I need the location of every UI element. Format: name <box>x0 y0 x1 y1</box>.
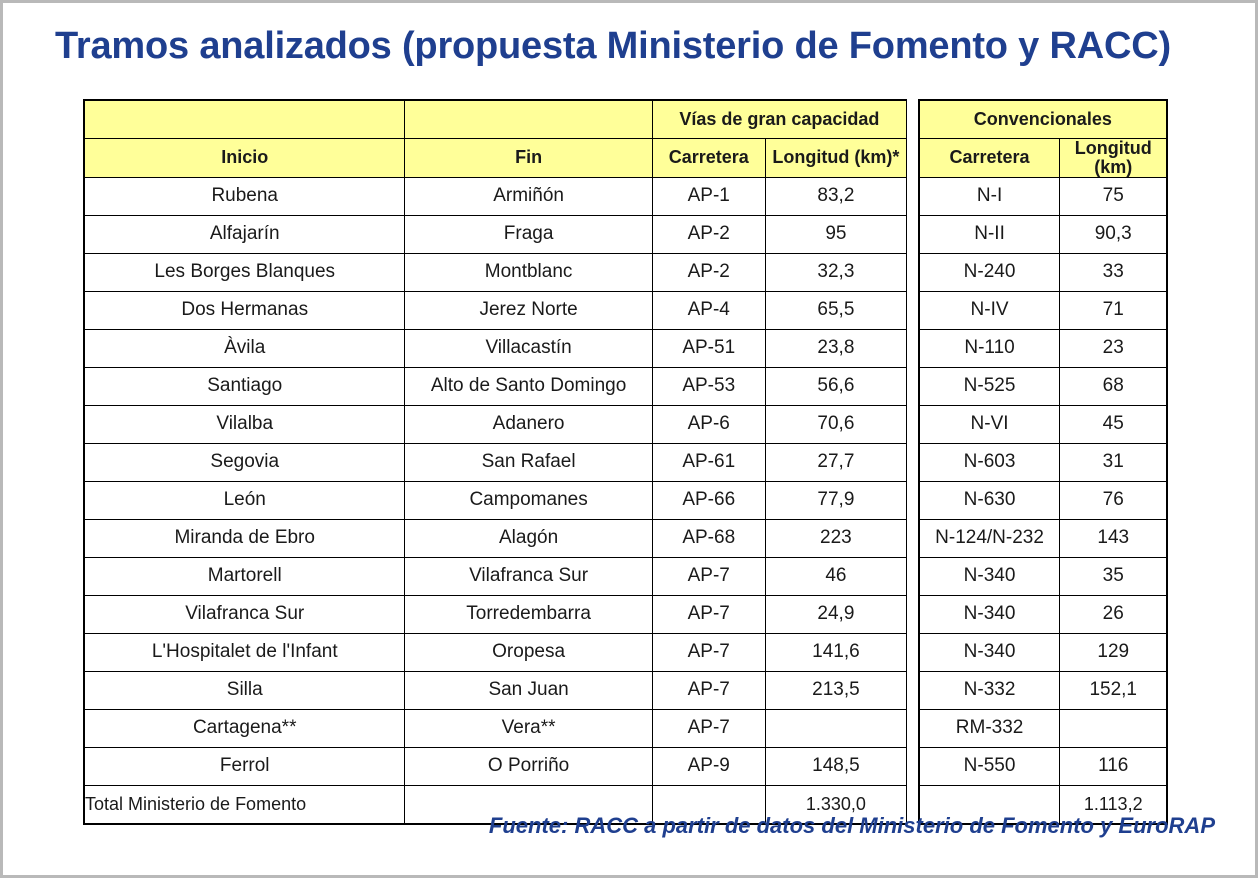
column-gap <box>907 100 919 139</box>
cell-inicio: León <box>84 481 405 519</box>
cell-inicio: Alfajarín <box>84 215 405 253</box>
cell-carretera-convencionales: N-II <box>919 215 1060 253</box>
total-cell-longitud1: 1.330,0 <box>765 785 906 824</box>
cell-carretera-convencionales: N-340 <box>919 595 1060 633</box>
cell-fin: Vilafranca Sur <box>405 557 652 595</box>
cell-fin: Torredembarra <box>405 595 652 633</box>
cell-carretera-convencionales: N-IV <box>919 291 1060 329</box>
cell-fin: Campomanes <box>405 481 652 519</box>
table-row <box>84 557 1167 595</box>
cell-longitud-gran-capacidad: 65,5 <box>765 291 906 329</box>
column-header-fin: Fin <box>405 139 652 178</box>
table-row <box>84 671 1167 709</box>
cell-longitud-gran-capacidad: 95 <box>765 215 906 253</box>
table-row <box>84 177 1167 215</box>
total-cell-longitud2: 1.113,2 <box>1060 785 1167 824</box>
cell-inicio: Àvila <box>84 329 405 367</box>
cell-longitud-convencionales: 68 <box>1060 367 1167 405</box>
cell-carretera-gran-capacidad: AP-9 <box>652 747 765 785</box>
group-header-empty-2 <box>405 100 652 139</box>
cell-carretera-gran-capacidad: AP-4 <box>652 291 765 329</box>
total-label: Total Ministerio de Fomento <box>84 785 405 824</box>
cell-fin: Alagón <box>405 519 652 557</box>
cell-longitud-gran-capacidad: 83,2 <box>765 177 906 215</box>
cell-longitud-convencionales: 31 <box>1060 443 1167 481</box>
table-row <box>84 481 1167 519</box>
column-gap <box>907 215 919 253</box>
table-head <box>84 100 1167 177</box>
column-gap <box>907 253 919 291</box>
cell-longitud-convencionales <box>1060 709 1167 747</box>
cell-longitud-gran-capacidad: 148,5 <box>765 747 906 785</box>
cell-inicio: Santiago <box>84 367 405 405</box>
cell-longitud-convencionales: 143 <box>1060 519 1167 557</box>
table-row <box>84 595 1167 633</box>
cell-longitud-gran-capacidad: 27,7 <box>765 443 906 481</box>
cell-carretera-gran-capacidad: AP-66 <box>652 481 765 519</box>
cell-longitud-gran-capacidad <box>765 709 906 747</box>
cell-carretera-gran-capacidad: AP-53 <box>652 367 765 405</box>
cell-inicio: Segovia <box>84 443 405 481</box>
cell-carretera-convencionales: N-550 <box>919 747 1060 785</box>
cell-carretera-gran-capacidad: AP-6 <box>652 405 765 443</box>
cell-longitud-convencionales: 45 <box>1060 405 1167 443</box>
column-header-longitud-convencionales: Longitud (km) <box>1060 139 1167 178</box>
column-gap <box>907 405 919 443</box>
cell-carretera-gran-capacidad: AP-61 <box>652 443 765 481</box>
cell-longitud-convencionales: 152,1 <box>1060 671 1167 709</box>
cell-carretera-convencionales: N-110 <box>919 329 1060 367</box>
cell-carretera-gran-capacidad: AP-51 <box>652 329 765 367</box>
cell-carretera-gran-capacidad: AP-7 <box>652 671 765 709</box>
cell-fin: San Juan <box>405 671 652 709</box>
cell-carretera-convencionales: N-340 <box>919 557 1060 595</box>
cell-inicio: Cartagena** <box>84 709 405 747</box>
column-gap <box>907 671 919 709</box>
cell-carretera-gran-capacidad: AP-68 <box>652 519 765 557</box>
cell-longitud-gran-capacidad: 56,6 <box>765 367 906 405</box>
cell-inicio: Dos Hermanas <box>84 291 405 329</box>
cell-inicio: Ferrol <box>84 747 405 785</box>
cell-carretera-gran-capacidad: AP-2 <box>652 253 765 291</box>
source-note: Fuente: RACC a partir de datos del Ministerio de Fomento y EuroRAP <box>488 813 1215 838</box>
cell-carretera-gran-capacidad: AP-7 <box>652 709 765 747</box>
column-gap <box>907 519 919 557</box>
column-header-carretera-gran-capacidad: Carretera <box>652 139 765 178</box>
column-gap <box>907 747 919 785</box>
column-gap <box>907 443 919 481</box>
cell-inicio: Miranda de Ebro <box>84 519 405 557</box>
cell-carretera-convencionales: N-VI <box>919 405 1060 443</box>
table-row <box>84 291 1167 329</box>
cell-longitud-convencionales: 71 <box>1060 291 1167 329</box>
cell-carretera-gran-capacidad: AP-1 <box>652 177 765 215</box>
cell-fin: San Rafael <box>405 443 652 481</box>
cell-carretera-gran-capacidad: AP-7 <box>652 633 765 671</box>
cell-carretera-convencionales: N-240 <box>919 253 1060 291</box>
cell-carretera-convencionales: N-332 <box>919 671 1060 709</box>
cell-longitud-convencionales: 23 <box>1060 329 1167 367</box>
column-gap <box>907 595 919 633</box>
column-gap <box>907 291 919 329</box>
table-body <box>84 177 1167 824</box>
column-gap <box>907 633 919 671</box>
cell-carretera-gran-capacidad: AP-2 <box>652 215 765 253</box>
cell-fin: Fraga <box>405 215 652 253</box>
column-gap <box>907 139 919 178</box>
cell-carretera-convencionales: N-340 <box>919 633 1060 671</box>
cell-longitud-gran-capacidad: 141,6 <box>765 633 906 671</box>
cell-longitud-convencionales: 116 <box>1060 747 1167 785</box>
cell-longitud-convencionales: 26 <box>1060 595 1167 633</box>
column-gap <box>907 367 919 405</box>
cell-inicio: Les Borges Blanques <box>84 253 405 291</box>
column-gap <box>907 177 919 215</box>
column-gap <box>907 481 919 519</box>
table-row <box>84 519 1167 557</box>
cell-longitud-convencionales: 33 <box>1060 253 1167 291</box>
cell-carretera-convencionales: N-630 <box>919 481 1060 519</box>
table-row <box>84 253 1167 291</box>
cell-longitud-convencionales: 90,3 <box>1060 215 1167 253</box>
column-gap <box>907 329 919 367</box>
cell-longitud-gran-capacidad: 213,5 <box>765 671 906 709</box>
cell-inicio: Rubena <box>84 177 405 215</box>
cell-longitud-gran-capacidad: 46 <box>765 557 906 595</box>
cell-fin: Adanero <box>405 405 652 443</box>
cell-longitud-convencionales: 75 <box>1060 177 1167 215</box>
column-header-longitud-gran-capacidad: Longitud (km)* <box>765 139 906 178</box>
column-header-inicio: Inicio <box>84 139 405 178</box>
cell-fin: Jerez Norte <box>405 291 652 329</box>
page-title: Tramos analizados (propuesta Ministerio de Fomento y RACC) <box>55 25 1171 67</box>
cell-longitud-convencionales: 129 <box>1060 633 1167 671</box>
table-group-header-row <box>84 100 1167 139</box>
cell-fin: Alto de Santo Domingo <box>405 367 652 405</box>
table-row <box>84 367 1167 405</box>
cell-longitud-gran-capacidad: 24,9 <box>765 595 906 633</box>
cell-fin: O Porriño <box>405 747 652 785</box>
cell-longitud-gran-capacidad: 77,9 <box>765 481 906 519</box>
cell-longitud-gran-capacidad: 23,8 <box>765 329 906 367</box>
cell-longitud-convencionales: 76 <box>1060 481 1167 519</box>
cell-carretera-convencionales: N-603 <box>919 443 1060 481</box>
cell-fin: Montblanc <box>405 253 652 291</box>
column-header-carretera-convencionales: Carretera <box>919 139 1060 178</box>
table-row <box>84 215 1167 253</box>
cell-carretera-convencionales: RM-332 <box>919 709 1060 747</box>
column-gap <box>907 709 919 747</box>
cell-fin: Armiñón <box>405 177 652 215</box>
table-row <box>84 709 1167 747</box>
cell-inicio: Silla <box>84 671 405 709</box>
cell-longitud-gran-capacidad: 32,3 <box>765 253 906 291</box>
cell-longitud-convencionales: 35 <box>1060 557 1167 595</box>
cell-carretera-gran-capacidad: AP-7 <box>652 557 765 595</box>
cell-inicio: L'Hospitalet de l'Infant <box>84 633 405 671</box>
cell-carretera-gran-capacidad: AP-7 <box>652 595 765 633</box>
table-row <box>84 747 1167 785</box>
group-header-gran-capacidad: Vías de gran capacidad <box>652 100 906 139</box>
cell-inicio: Vilalba <box>84 405 405 443</box>
cell-longitud-gran-capacidad: 70,6 <box>765 405 906 443</box>
cell-carretera-convencionales: N-I <box>919 177 1060 215</box>
cell-inicio: Martorell <box>84 557 405 595</box>
table-row <box>84 443 1167 481</box>
cell-carretera-convencionales: N-124/N-232 <box>919 519 1060 557</box>
cell-longitud-gran-capacidad: 223 <box>765 519 906 557</box>
cell-carretera-convencionales: N-525 <box>919 367 1060 405</box>
column-gap <box>907 557 919 595</box>
table-row <box>84 633 1167 671</box>
cell-fin: Oropesa <box>405 633 652 671</box>
group-header-convencionales: Convencionales <box>919 100 1167 139</box>
cell-inicio: Vilafranca Sur <box>84 595 405 633</box>
cell-fin: Vera** <box>405 709 652 747</box>
table-column-header-row <box>84 139 1167 178</box>
table-row <box>84 405 1167 443</box>
table-container <box>83 99 1168 825</box>
table-row <box>84 329 1167 367</box>
cell-fin: Villacastín <box>405 329 652 367</box>
group-header-empty-1 <box>84 100 405 139</box>
analyzed-sections-table <box>83 99 1168 825</box>
